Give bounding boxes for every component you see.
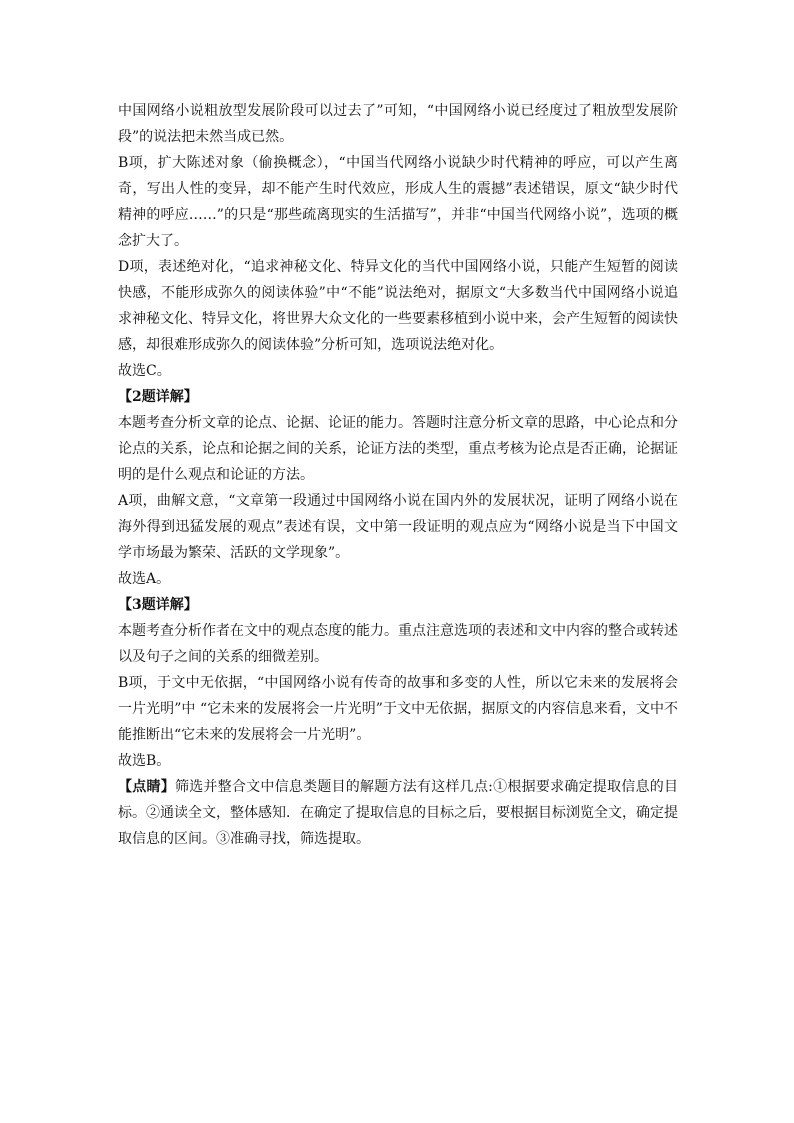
heading-q2: 【2题详解】	[118, 389, 198, 405]
answer-1: 故选C。	[118, 363, 171, 379]
paragraph-q3-intro: 本题考查分析作者在文中的观点态度的能力。重点注意选项的表述和文中内容的整合或转述以及句子之间的关系的细微差别。	[118, 623, 678, 665]
note-label: 【点睛】	[118, 779, 175, 795]
note-paragraph	[118, 774, 678, 852]
paragraph-option-d: D项，表述绝对化，“追求神秘文化、特异文化的当代中国网络小说，只能产生短暂的阅读快感，不能形成弥久的阅读体验”中“不能”说法绝对，据原文“大多数当代中国网络小说追求神秘文化、特异文化，将世界大众文化的一些要素移植到小说中来，会产生短暂的阅读快感，却很难形成弥久的阅读体验”分析可知，选项说法绝对化。	[118, 259, 678, 353]
answer-2: 故选A。	[118, 571, 171, 587]
paragraph-q2-intro: 本题考查分析文章的论点、论据、论证的能力。答题时注意分析文章的思路，中心论点和分论点的关系，论点和论据之间的关系，论证方法的类型，重点考核为论点是否正确，论据证明的是什么观点和论证的方法。	[118, 415, 678, 483]
paragraph-option-b: B项，扩大陈述对象（偷换概念），“中国当代网络小说缺少时代精神的呼应，可以产生离奇，写出人性的变异，却不能产生时代效应，形成人生的震撼”表述错误，原文“缺少时代精神的呼应……”的只是“那些疏离现实的生活描写”，并非“中国当代网络小说”，选项的概念扩大了。	[118, 155, 678, 249]
paragraph-1: 中国网络小说粗放型发展阶段可以过去了”可知，“中国网络小说已经度过了粗放型发展阶段”的说法把未然当成已然。	[118, 103, 678, 145]
note-text: 筛选并整合文中信息类题目的解题方法有这样几点:①根据要求确定提取信息的目标。②通读全文，整体感知．在确定了提取信息的目标之后，要根据目标浏览全文，确定提取信息的区间。③准确寻找，筛选提取。	[118, 779, 678, 847]
paragraph-q3-option-b: B项，于文中无依据，“中国网络小说有传奇的故事和多变的人性，所以它未来的发展将会一片光明”中 “它未来的发展将会一片光明”于文中无依据，据原文的内容信息来看，文中不能推断出“它未来的发展将会一片光明”。	[118, 675, 678, 743]
paragraph-q2-option-a: A项，曲解文意，“文章第一段通过中国网络小说在国内外的发展状况，证明了网络小说在海外得到迅猛发展的观点”表述有误，文中第一段证明的观点应为“网络小说是当下中国文学市场最为繁荣、活跃的文学现象”。	[118, 493, 678, 561]
document-body	[118, 98, 678, 852]
heading-q3: 【3题详解】	[118, 597, 198, 613]
answer-3: 故选B。	[118, 753, 171, 769]
